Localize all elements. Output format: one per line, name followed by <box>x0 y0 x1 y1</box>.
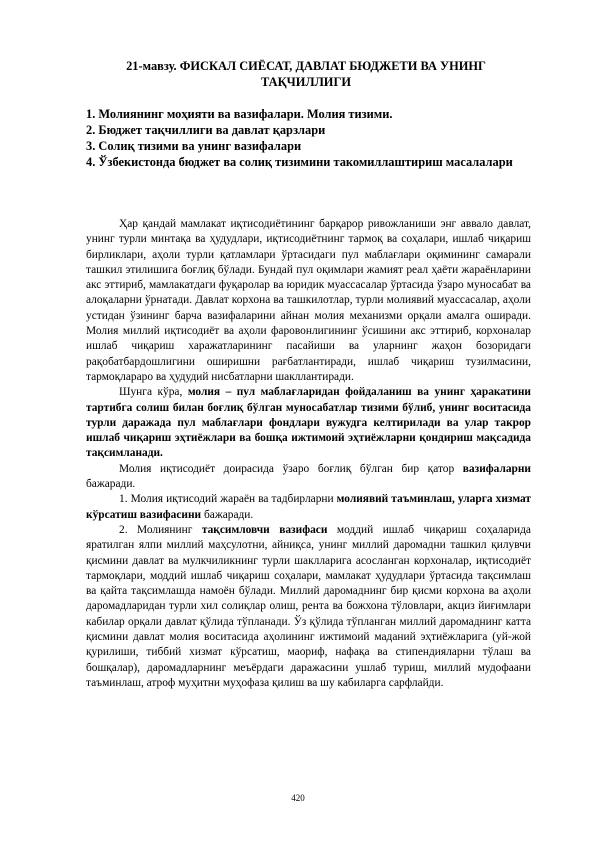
function-1-lead: 1. Молия иқтисодий жараён ва тадбирларни <box>119 493 337 506</box>
outline-item-4: 4. Ўзбекистонда бюджет ва солиқ тизимини такомиллаштириш масалалари <box>86 155 513 169</box>
title-line-2: ТАҚЧИЛЛИГИ <box>261 75 351 89</box>
topic-outline <box>86 106 530 170</box>
function-2-bold: тақсимловчи вазифаси <box>201 523 328 536</box>
definition-bold: молия – пул маблағларидан фойдаланиш ва унинг ҳаракатини тартибга солиш билан боғлиқ бўлган муносабатлар тизими бўлиб, унинг воситасида турли даражада пул маблағлари фондлари вужудга келтирилади ва улар такрор ишлаб чиқариш эҳтиёжлари ва бошқа ижтимоий эҳтиёжларни қондириш мақсадида тақсимланади. <box>86 386 531 460</box>
paragraph-functions <box>86 462 531 493</box>
outline-item-2: 2. Бюджет тақчиллиги ва давлат қарзлари <box>86 123 326 137</box>
paragraph-definition <box>86 385 531 461</box>
functions-tail: бажаради. <box>86 478 136 491</box>
paragraph-intro: Ҳар қандай мамлакат иқтисодиётининг барқарор ривожланиши энг аввало давлат, унинг турли минтақа ва ҳудудлари, иқтисодиётнинг тармоқ ва соҳалари, ишлаб чиқариш бирликлари, аҳоли турли қатламлари ўртасидаги пул маблағлари оқимининг самарали ташкил этилишига боғлиқ бўлади. Бундай пул оқимлари жамият реал ҳаёти жараёнларини акс эттириб, мамлакатдаги фуқаролар ва юридик муассасалар ўртасида ўзаро муносабат ва алоқаларни ўрнатади. Давлат корхона ва ташкилотлар, турли молиявий муассасалар, аҳоли устидан ўзининг барча вазифаларини айнан молия механизми орқали амалга оширади. Молия миллий иқтисодиёт ва аҳоли фаровонлигининг ўсишини акс эттириб, корхоналар ишлаб чиқариш харажатларининг пасайиши ва уларнинг жаҳон бозоридаги рақобатбардошлигини оширишни рағбатлантиради, ишлаб чиқариш тузилмасини, тармоқлараро ва ҳудудий нисбатларни шакллантиради. <box>86 218 531 383</box>
title-line-1: 21-мавзу. ФИСКАЛ СИЁСАТ, ДАВЛАТ БЮДЖЕТИ ВА УНИНГ <box>126 59 486 73</box>
functions-bold: вазифаларни <box>462 462 531 475</box>
definition-lead: Шунга кўра, <box>119 386 188 399</box>
body-text <box>86 217 531 691</box>
function-2-lead: 2. Молиянинг <box>119 523 202 536</box>
outline-item-3: 3. Солиқ тизими ва унинг вазифалари <box>86 139 302 153</box>
functions-lead: Молия иқтисодиёт доирасида ўзаро боғлиқ бўлган бир қатор <box>119 462 463 475</box>
paragraph-function-1 <box>86 492 531 523</box>
function-1-tail: бажаради. <box>201 508 254 521</box>
page-number: 420 <box>291 793 305 803</box>
page-title <box>84 58 528 90</box>
function-1-bold: молиявий таъминлаш, уларга хизмат кўрсатиш вазифасини <box>86 493 531 521</box>
function-2-tail: моддий ишлаб чиқариш соҳаларида яратилган ялпи миллий маҳсулотни, айниқса, унинг миллий даромадни ташкил қилувчи қисмини давлат ва мулкчиликнинг турли шаклларига асосланган корхоналар, иқтисодиёт тармоқлари, моддий ишлаб чиқариш соҳалари, мамлакат ҳудудлари ўртасида тақсимлаш ва қайта тақсимлашда намоён бўлади. Миллий даромаднинг бир қисми корхона ва аҳоли даромадларидан турли хил солиқлар олиш, рента ва божхона тўловлари, акциз йиғимлари кабилар орқали давлат қўлида тўпланади. Ўз қўлида тўпланган миллий даромаднинг катта қисмини давлат молия воситасида аҳолининг ижтимоий маданий эҳтиёжларига (уй-жой қурилиши, тиббий хизмат кўрсатиш, маориф, нафақа ва стипендияларни тўлаш ва бошқалар), даромадларнинг меъёрдаги даражасини ушлаб туриш, миллий мудофаани таъминлаш, атроф муҳитни муҳофаза қилиш ва шу кабиларга сарфлайди. <box>86 523 531 689</box>
paragraph-function-2 <box>86 523 531 691</box>
outline-item-1: 1. Молиянинг моҳияти ва вазифалари. Молия тизими. <box>86 107 393 121</box>
